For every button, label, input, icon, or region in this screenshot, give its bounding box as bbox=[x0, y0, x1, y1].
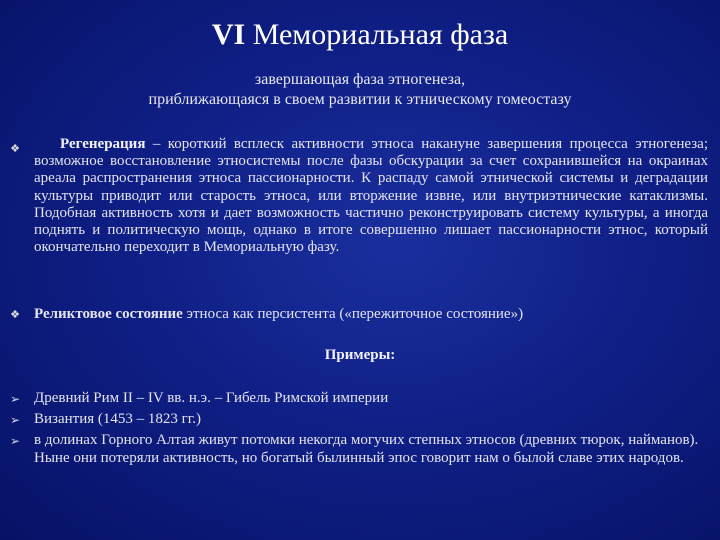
example-item: Древний Рим II – IV вв. н.э. – Гибель Римской империи bbox=[34, 390, 389, 406]
diamond-bullet-icon: ❖ bbox=[10, 309, 20, 321]
regeneration-text: – короткий всплеск активности этноса накануне завершения процесса этногенеза; возможное восстановление этносистемы после фазы обскурации за счет сохранившейся на окраинах ареала распространения этноса пассионарности. К распаду самой этнической системы и деградации культуры приводит или старость этноса, или вторжение извне, или внутриэтнические катаклизмы. Подобная активность хотя и дает возможность частично реконструировать систему культуры, а иногда поднять и политическую мощь, однако в итоге совершенно лишает пассионарности этнос, который окончательно переходит в Мемориальную фазу. bbox=[34, 136, 708, 256]
example-item: Византия (1453 – 1823 гг.) bbox=[34, 411, 201, 427]
regeneration-paragraph bbox=[34, 136, 708, 256]
title-text: Мемориальная фаза bbox=[245, 18, 509, 51]
arrow-bullet-icon: ➢ bbox=[9, 392, 21, 406]
example-item: в долинах Горного Алтая живут потомки некогда могучих степных этносов (древних тюрок, найманов). Ныне они потеряли активность, но богатый былинный эпос говорит нам о былой славе этих народов. bbox=[34, 432, 699, 466]
examples-heading: Примеры: bbox=[324, 347, 396, 363]
title-roman-numeral: VI bbox=[211, 18, 246, 51]
arrow-bullet-icon: ➢ bbox=[9, 413, 21, 427]
slide-subtitle bbox=[0, 70, 720, 110]
subtitle-line-1: завершающая фаза этногенеза, bbox=[254, 71, 466, 88]
arrow-bullet-icon: ➢ bbox=[9, 434, 21, 448]
diamond-bullet-icon: ❖ bbox=[10, 143, 20, 155]
relict-state-line bbox=[34, 305, 708, 323]
relict-term: Реликтовое состояние bbox=[34, 306, 183, 322]
regeneration-term: Регенерация bbox=[60, 136, 146, 152]
subtitle-line-2: приближающаяся в своем развитии к этническому гомеостазу bbox=[148, 91, 572, 108]
slide-title bbox=[0, 16, 720, 54]
relict-text: этноса как персистента («пережиточное состояние») bbox=[182, 306, 524, 322]
